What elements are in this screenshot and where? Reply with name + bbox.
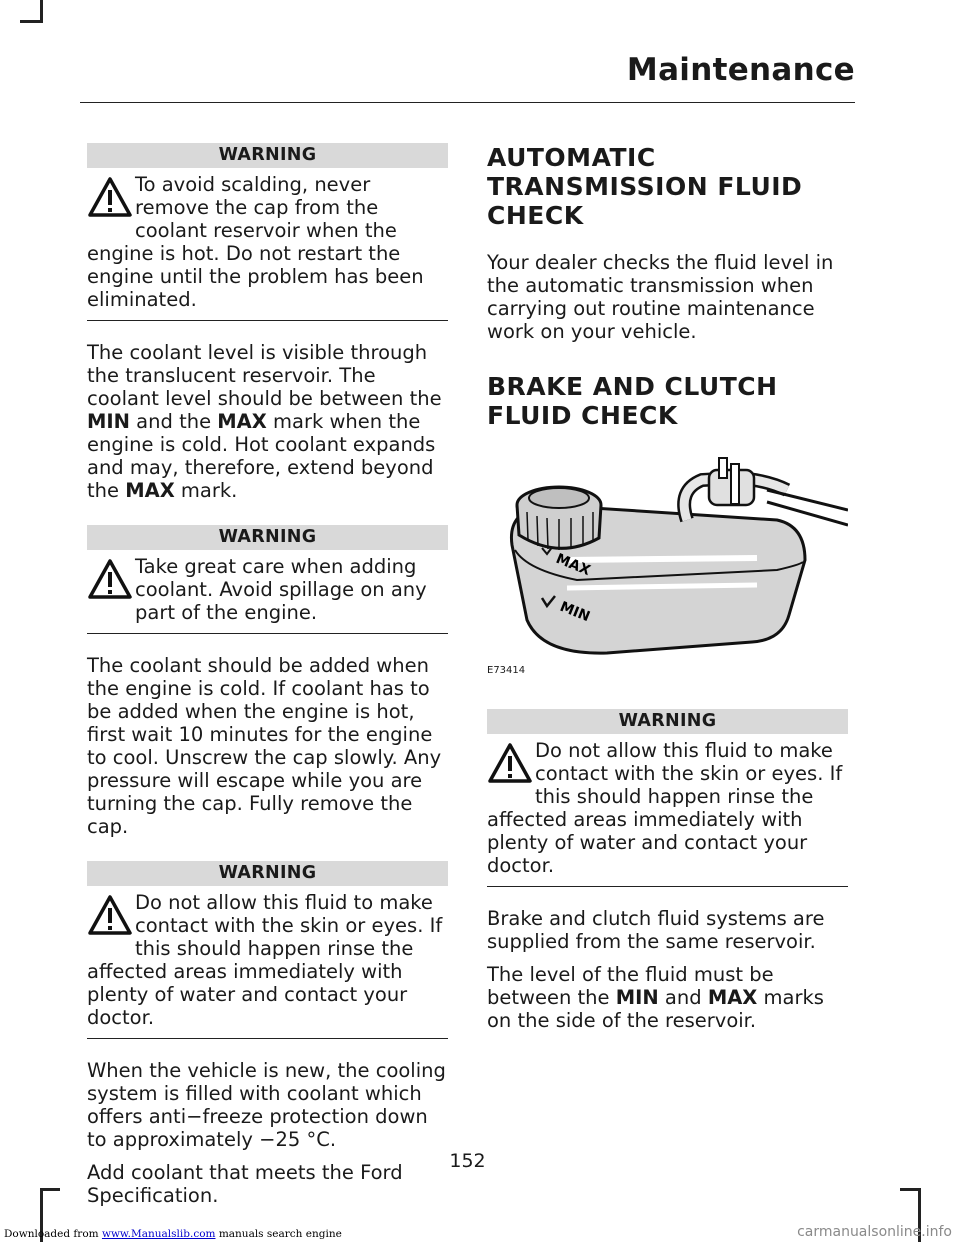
max-mark-label: MAX	[553, 550, 593, 580]
crop-mark-bl-h	[40, 1188, 60, 1191]
warning-text: To avoid scalding, never remove the cap from the coolant reservoir when the engine is hot. Do not restart the engine until the problem has been eliminated.	[87, 173, 424, 311]
footer-suffix: manuals search engine	[215, 1228, 342, 1240]
warning-box	[487, 709, 848, 887]
manualslib-link[interactable]: www.Manualslib.com	[101, 1228, 216, 1240]
antifreeze-paragraph: When the vehicle is new, the cooling system is filled with coolant which offers anti−freeze protection down to approximately −25 °C.	[87, 1059, 446, 1151]
download-footer	[4, 1228, 342, 1240]
page-number: 152	[449, 1150, 486, 1172]
warning-body	[487, 734, 848, 887]
fluid-level-text-3: marks on the side of the reservoir.	[487, 986, 824, 1032]
shared-reservoir-paragraph: Brake and clutch fluid systems are supplied from the same reservoir.	[487, 907, 825, 953]
watermark: carmanualsonline.info	[797, 1224, 952, 1240]
fluid-level-paragraph	[487, 963, 848, 1032]
warning-text: Do not allow this fluid to make contact with the skin or eyes. If this should happen rinse the affected areas immediately with plenty of water and contact your doctor.	[87, 891, 443, 1029]
right-column	[487, 143, 848, 1032]
warning-triangle-icon	[87, 893, 133, 939]
warning-body	[87, 886, 448, 1039]
warning-heading: WARNING	[87, 861, 448, 886]
min-mark-label: MIN	[557, 598, 593, 626]
min-label: MIN	[87, 410, 130, 433]
fluid-level-text-1: The level of the fluid must be between the	[487, 963, 774, 1009]
crop-mark-tl-h	[20, 20, 43, 23]
warning-heading: WARNING	[87, 525, 448, 550]
section-heading-transmission: AUTOMATIC TRANSMISSION FLUID CHECK	[487, 143, 803, 230]
crop-mark-tl-v	[40, 0, 43, 22]
adding-coolant-paragraph: The coolant should be added when the engine is cold. If coolant has to be added when the engine is hot, first wait 10 minutes for the engine to cool. Unscrew the cap slowly. Any pressure will escape while you are turning the cap. Fully remove the cap.	[87, 654, 442, 838]
section-heading-brake-clutch: BRAKE AND CLUTCH FLUID CHECK	[487, 372, 778, 430]
left-column	[87, 143, 448, 1207]
max-label: MAX	[217, 410, 267, 433]
coolant-level-text-3: mark when the engine is cold. Hot coolant expands and may, therefore, extend beyond the	[87, 410, 436, 502]
footer-prefix: Downloaded from	[4, 1228, 102, 1240]
warning-body	[87, 550, 448, 634]
warning-text: Take great care when adding coolant. Avoid spillage on any part of the engine.	[135, 555, 427, 624]
min-label: MIN	[615, 986, 659, 1009]
crop-mark-br-h	[900, 1188, 921, 1191]
warning-heading: WARNING	[87, 143, 448, 168]
warning-box	[87, 143, 448, 321]
max-label: MAX	[125, 479, 175, 502]
coolant-level-text-1: The coolant level is visible through the translucent reservoir. The coolant level should be between the	[87, 341, 442, 410]
coolant-level-text-2: and the	[129, 410, 218, 433]
coolant-level-text-4: mark.	[174, 479, 238, 502]
warning-box	[87, 525, 448, 634]
warning-box	[87, 861, 448, 1039]
ford-spec-paragraph: Add coolant that meets the Ford Specification.	[87, 1161, 403, 1207]
title-divider	[80, 102, 855, 103]
warning-triangle-icon	[87, 175, 133, 221]
coolant-level-paragraph	[87, 341, 448, 502]
max-label: MAX	[707, 986, 758, 1009]
figure-id: E73414	[487, 665, 526, 676]
fluid-level-text-2: and	[658, 986, 708, 1009]
transmission-paragraph: Your dealer checks the fluid level in the automatic transmission when carrying out routine maintenance work on your vehicle.	[487, 251, 834, 343]
page-title: Maintenance	[626, 52, 855, 88]
warning-triangle-icon	[487, 741, 533, 787]
reservoir-figure	[487, 450, 848, 688]
warning-body	[87, 168, 448, 321]
warning-heading: WARNING	[487, 709, 848, 734]
warning-text: Do not allow this fluid to make contact with the skin or eyes. If this should happen rinse the affected areas immediately with plenty of water and contact your doctor.	[487, 739, 843, 877]
warning-triangle-icon	[87, 557, 133, 603]
brake-fluid-reservoir-illustration	[487, 450, 848, 688]
